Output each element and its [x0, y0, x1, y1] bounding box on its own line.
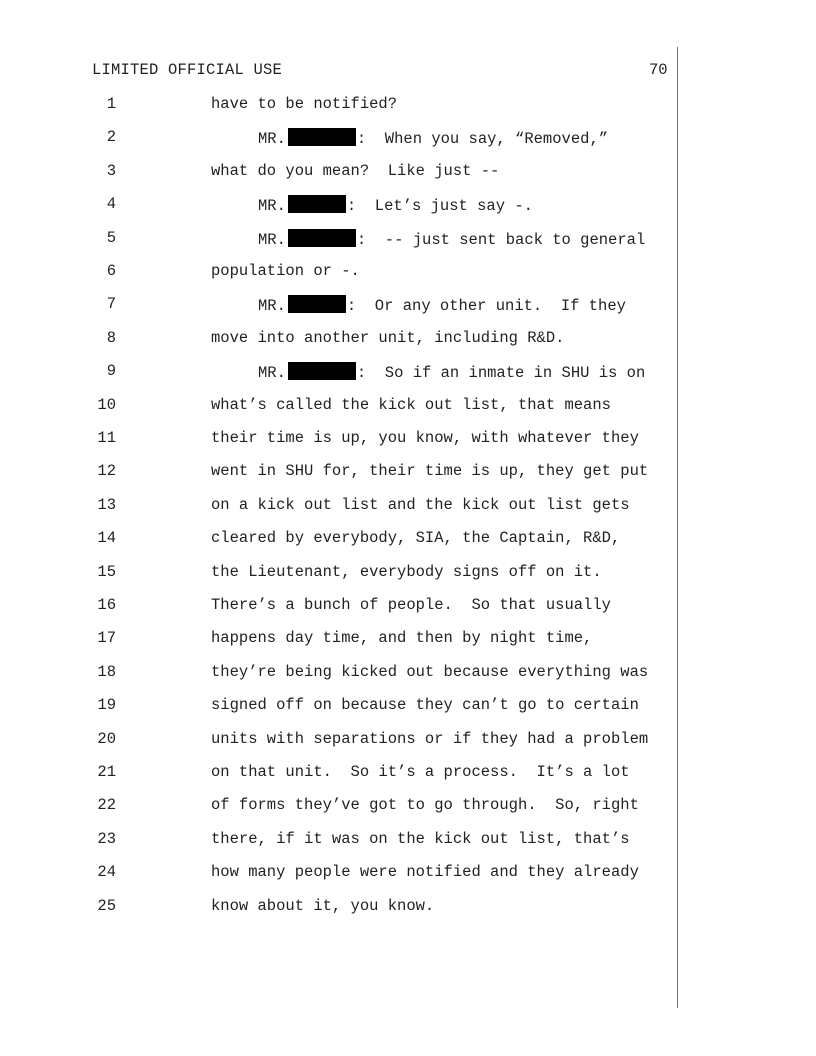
line-number: 24 [97, 863, 116, 882]
transcript-line [0, 95, 816, 119]
line-number: 6 [106, 262, 116, 280]
line-text: There’s a bunch of people. So that usually [211, 596, 611, 614]
line-text: on a kick out list and the kick out list gets [211, 495, 630, 514]
classification-marking: LIMITED OFFICIAL USE [92, 61, 283, 79]
line-number: 21 [97, 763, 116, 781]
transcript-line [0, 396, 816, 420]
line-text: they’re being kicked out because everything was [211, 662, 649, 681]
transcript-line [0, 830, 816, 854]
line-text: what do you mean? Like just -- [211, 161, 500, 180]
transcript-line [0, 362, 816, 386]
line-text: went in SHU for, their time is up, they get put [211, 462, 649, 481]
redaction-box [288, 362, 356, 380]
line-number: 3 [106, 161, 116, 180]
line-number: 2 [106, 128, 116, 147]
line-text: move into another unit, including R&D. [211, 328, 565, 347]
page-number: 70 [649, 61, 668, 79]
transcript-line [0, 663, 816, 687]
speaker-line [258, 195, 533, 215]
line-text: their time is up, you know, with whatever they [211, 429, 639, 447]
transcript-line [0, 195, 816, 219]
line-text: how many people were notified and they already [211, 863, 639, 882]
line-number: 12 [97, 462, 116, 481]
transcript-line [0, 796, 816, 820]
line-text: on that unit. So it’s a process. It’s a lot [211, 763, 630, 781]
line-text: what’s called the kick out list, that means [211, 395, 611, 414]
redaction-box [288, 229, 356, 247]
transcript-line [0, 496, 816, 520]
line-number: 9 [106, 362, 116, 381]
line-number: 17 [97, 629, 116, 648]
transcript-line [0, 730, 816, 754]
line-text: signed off on because they can’t go to certain [211, 696, 639, 715]
line-number: 18 [97, 662, 116, 681]
transcript-line [0, 629, 816, 653]
line-text: units with separations or if they had a problem [211, 729, 649, 748]
transcript-line [0, 128, 816, 152]
speaker-line [258, 229, 645, 249]
speaker-text: : -- just sent back to general [356, 230, 646, 249]
transcript-line [0, 763, 816, 787]
line-number: 11 [97, 429, 116, 447]
speaker-prefix: MR. [258, 130, 286, 149]
line-number: 16 [97, 596, 116, 614]
transcript-line [0, 529, 816, 553]
speaker-text: : Or any other unit. If they [346, 297, 626, 316]
line-text: know about it, you know. [211, 896, 435, 915]
speaker-prefix: MR. [258, 297, 286, 316]
transcript-line [0, 563, 816, 587]
transcript-line [0, 596, 816, 620]
speaker-prefix: MR. [258, 230, 286, 249]
transcript-line [0, 897, 816, 921]
speaker-line [258, 128, 608, 148]
speaker-text: : When you say, “Removed,” [356, 130, 609, 149]
speaker-text: : So if an inmate in SHU is on [356, 364, 646, 383]
line-number: 5 [106, 228, 116, 247]
redaction-box [288, 128, 356, 146]
transcript-line [0, 229, 816, 253]
speaker-line [258, 295, 626, 315]
line-text: the Lieutenant, everybody signs off on it. [211, 562, 602, 581]
line-number: 7 [106, 295, 116, 314]
line-text: cleared by everybody, SIA, the Captain, R&D, [211, 529, 621, 548]
transcript-line [0, 696, 816, 720]
line-number: 20 [97, 729, 116, 748]
transcript-line [0, 462, 816, 486]
line-number: 13 [97, 495, 116, 514]
line-number: 10 [97, 395, 116, 414]
line-text: happens day time, and then by night time, [211, 629, 593, 648]
line-text: of forms they’ve got to go through. So, right [211, 796, 639, 815]
line-number: 4 [106, 195, 116, 214]
transcript-line [0, 295, 816, 319]
line-number: 1 [106, 95, 116, 113]
redaction-box [288, 195, 346, 213]
line-text: there, if it was on the kick out list, that’s [211, 829, 630, 848]
line-number: 22 [97, 796, 116, 815]
line-number: 23 [97, 829, 116, 848]
transcript-line [0, 262, 816, 286]
speaker-prefix: MR. [258, 364, 286, 383]
speaker-prefix: MR. [258, 197, 286, 216]
line-number: 8 [106, 328, 116, 347]
transcript-line [0, 162, 816, 186]
transcript-line [0, 863, 816, 887]
line-number: 15 [97, 562, 116, 581]
transcript-line [0, 429, 816, 453]
line-text: population or -. [211, 262, 360, 280]
speaker-line [258, 362, 645, 382]
line-number: 19 [97, 696, 116, 715]
transcript-line [0, 329, 816, 353]
speaker-text: : Let’s just say -. [346, 197, 533, 216]
line-number: 14 [97, 529, 116, 548]
line-text: have to be notified? [211, 95, 398, 113]
redaction-box [288, 295, 346, 313]
line-number: 25 [97, 896, 116, 915]
